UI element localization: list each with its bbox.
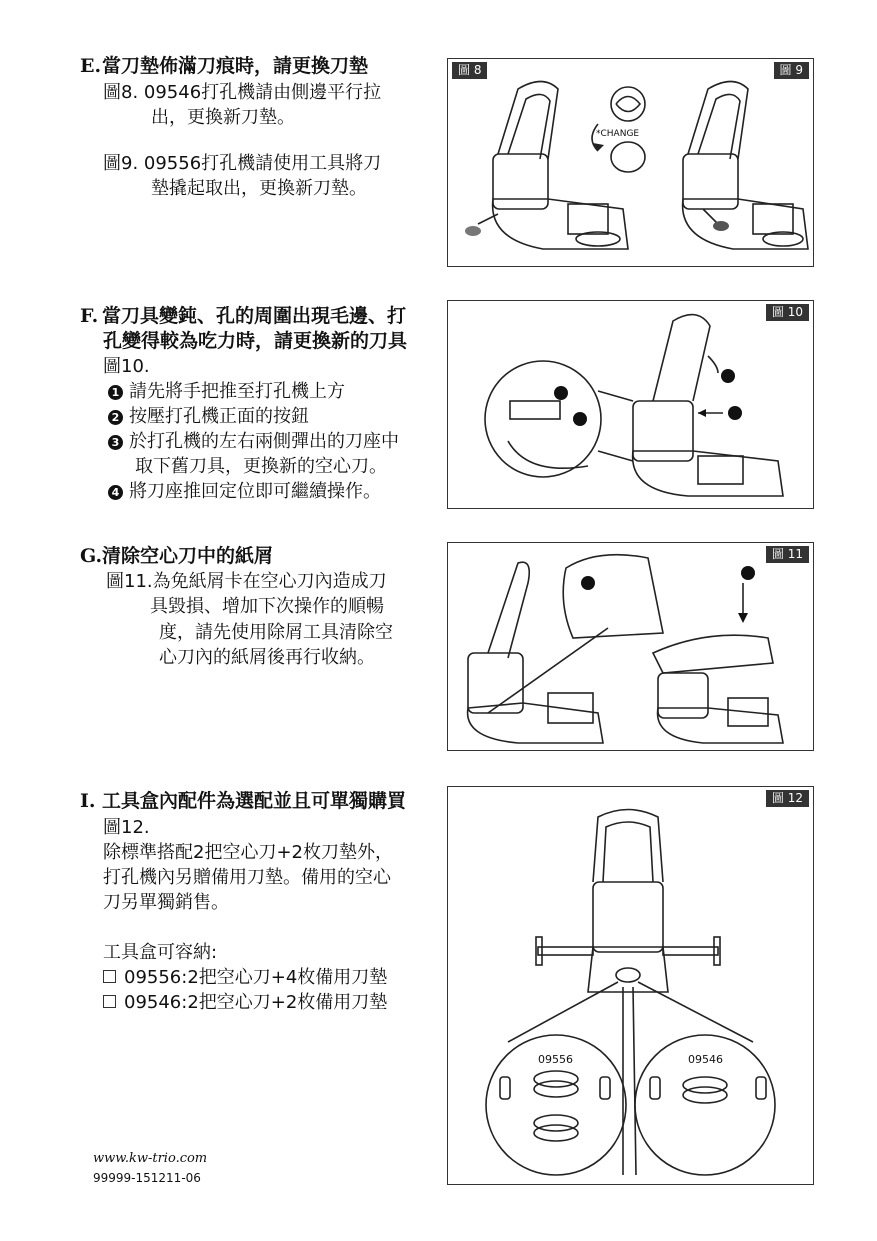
section-f-step-2 [108, 404, 309, 429]
section-g-line-1: 圖11.為免紙屑卡在空心刀內造成刀 [106, 571, 387, 592]
section-i-letter: I. [80, 790, 96, 812]
section-f-title-1: 當刀具變鈍、孔的周圍出現毛邊、打 [102, 305, 407, 327]
section-g-letter: G. [80, 545, 103, 567]
section-e-line-3: 圖9. 09556打孔機請使用工具將刀 [103, 153, 382, 174]
step-number-1: 1 [108, 385, 123, 400]
section-g-line-2: 具毀損、增加下次操作的順暢 [150, 596, 384, 617]
section-g-line-3: 度，請先使用除屑工具清除空 [159, 622, 393, 643]
section-e-title: 當刀墊佈滿刀痕時，請更換刀墊 [102, 55, 369, 77]
section-i-line-2: 除標準搭配2把空心刀+2枚刀墊外， [103, 842, 393, 863]
step-text-4: 將刀座推回定位即可繼續操作。 [129, 481, 381, 502]
figure-9-label: 圖 9 [774, 62, 809, 79]
model-label-09556: 09556 [538, 1053, 573, 1066]
section-i-title: 工具盒內配件為選配並且可單獨購買 [102, 790, 407, 812]
figure-8-9-panel [447, 58, 814, 267]
blade-replacement-illustration [448, 301, 813, 508]
figure-12-label: 圖 12 [766, 790, 809, 807]
figure-10-label: 圖 10 [766, 304, 809, 321]
checkbox-icon [103, 995, 116, 1008]
section-f-step-4 [108, 479, 381, 504]
section-g-title: 清除空心刀中的紙屑 [102, 545, 274, 567]
model-label-09546: 09546 [688, 1053, 723, 1066]
section-g-line-4: 心刀內的紙屑後再行收納。 [159, 647, 375, 668]
figure-11-panel [447, 542, 814, 751]
section-f-step-1 [108, 379, 345, 404]
footer-url: www.kw-trio.com [93, 1151, 208, 1166]
section-f-heading [80, 303, 406, 329]
section-e-line-1: 圖8. 09546打孔機請由側邊平行拉 [103, 82, 382, 103]
section-i-heading [80, 788, 406, 814]
step-number-4: 4 [108, 485, 123, 500]
section-i-item-1 [103, 965, 387, 990]
section-i-line-1: 圖12. [103, 817, 150, 838]
section-f-step-3 [108, 429, 399, 454]
figure-12-panel [447, 786, 814, 1185]
section-i-item-2-text: 09546:2把空心刀+2枚備用刀墊 [124, 992, 388, 1013]
section-e-letter: E. [80, 55, 102, 77]
change-label: *CHANGE [596, 129, 640, 139]
section-i-line-4: 刀另單獨銷售。 [103, 892, 229, 913]
section-f-intro: 圖10. [103, 356, 150, 377]
step-number-3: 3 [108, 435, 123, 450]
footer-code: 99999-151211-06 [93, 1171, 201, 1185]
section-i-line-3: 打孔機內另贈備用刀墊。備用的空心 [103, 867, 391, 888]
section-e-line-4: 墊撬起取出，更換新刀墊。 [151, 178, 367, 199]
figure-8-label: 圖 8 [452, 62, 487, 79]
section-f-title-2: 孔變得較為吃力時，請更換新的刀具 [103, 330, 408, 352]
section-e-line-2: 出，更換新刀墊。 [151, 107, 295, 128]
hole-punch-pad-illustration [448, 59, 813, 266]
debris-cleaning-illustration [448, 543, 813, 750]
section-i-item-1-text: 09556:2把空心刀+4枚備用刀墊 [124, 967, 388, 988]
step-text-1: 請先將手把推至打孔機上方 [129, 381, 345, 402]
step-number-2: 2 [108, 410, 123, 425]
section-g-heading [80, 543, 273, 569]
checkbox-icon [103, 970, 116, 983]
section-i-item-2 [103, 990, 387, 1015]
step-text-3: 於打孔機的左右兩側彈出的刀座中 [129, 431, 399, 452]
section-e-heading [80, 53, 368, 79]
step-text-2: 按壓打孔機正面的按鈕 [129, 406, 309, 427]
figure-11-label: 圖 11 [766, 546, 809, 563]
section-i-capacity: 工具盒可容納: [103, 942, 218, 963]
figure-10-panel [447, 300, 814, 509]
section-f-letter: F. [80, 305, 99, 327]
section-f-step-3-cont: 取下舊刀具，更換新的空心刀。 [135, 456, 387, 477]
toolbox-accessories-illustration [448, 787, 813, 1184]
